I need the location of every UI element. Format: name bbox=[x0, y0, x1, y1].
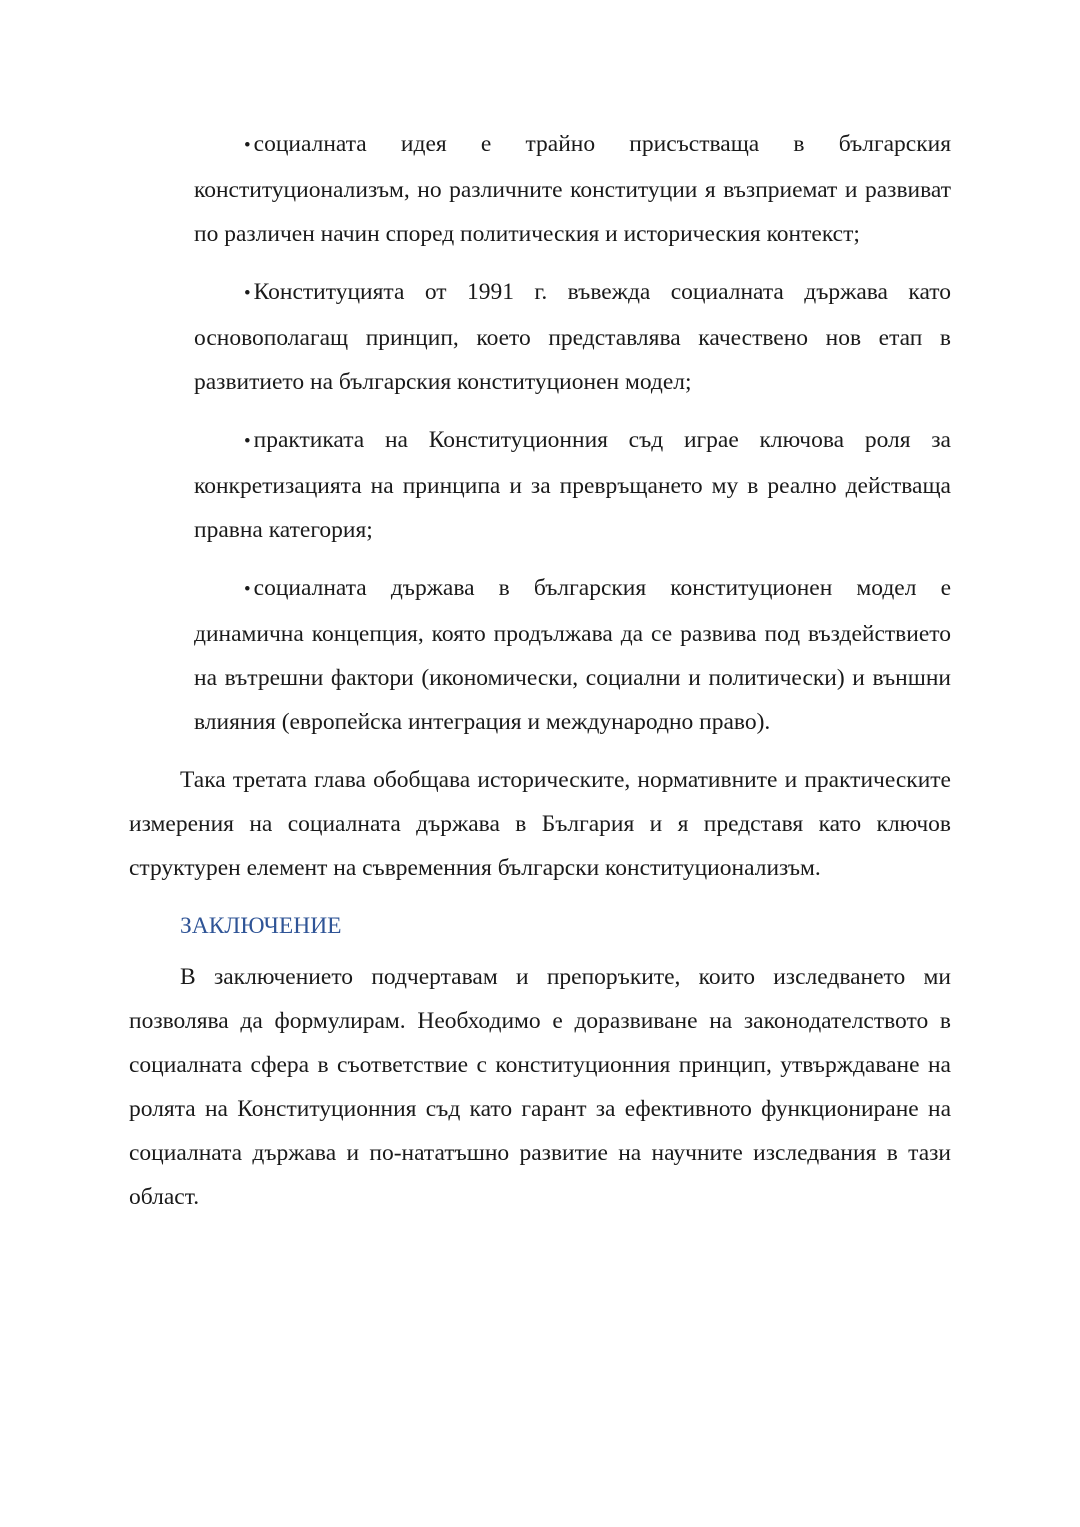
summary-paragraph: Така третата глава обобщава историческите, нормативните и практическите измерения на социалната държава в България и я представя като ключов структурен елемент на съвременния български конституционализъм. bbox=[129, 767, 951, 881]
bullet-dot-icon: • bbox=[244, 579, 251, 600]
bullet-text: социалната идея е трайно присъстваща в българския конституционализъм, но различните конституции я възприемат и развиват по различен начин според политическия и историческия контекст; bbox=[194, 131, 951, 247]
bullet-dot-icon: • bbox=[244, 431, 251, 452]
bullet-dot-icon: • bbox=[244, 283, 251, 304]
bullet-text: социалната държава в българския конституционен модел е динамична концепция, която продължава да се развива под въздействието на вътрешни фактори (икономически, социални и политически) и външни влияния (европейска интеграция и международно право). bbox=[194, 575, 951, 735]
bullet-text: Конституцията от 1991 г. въвежда социалната държава като основополагащ принцип, което представлява качествено нов етап в развитието на българския конституционен модел; bbox=[194, 279, 951, 395]
bullet-item bbox=[194, 418, 951, 552]
bullet-item bbox=[194, 270, 951, 404]
bullet-list bbox=[129, 122, 951, 744]
bullet-item bbox=[194, 566, 951, 744]
conclusion-paragraph: В заключението подчертавам и препоръките, които изследването ми позволява да формулирам. Необходимо е доразвиване на законодателството в социалната сфера в съответствие с конституционния принцип, утвърждаване на ролята на Конституционния съд като гарант за ефективното функциониране на социалната държава и по-нататъшно развитие на научните изследвания в тази област. bbox=[129, 964, 951, 1210]
bullet-dot-icon: • bbox=[244, 135, 251, 156]
bullet-text: практиката на Конституционния съд играе ключова роля за конкретизацията на принципа и за превръщането му в реално действаща правна категория; bbox=[194, 427, 951, 543]
conclusion-heading: ЗАКЛЮЧЕНИЕ bbox=[180, 913, 342, 939]
bullet-item bbox=[194, 122, 951, 256]
document-page bbox=[129, 122, 951, 1219]
